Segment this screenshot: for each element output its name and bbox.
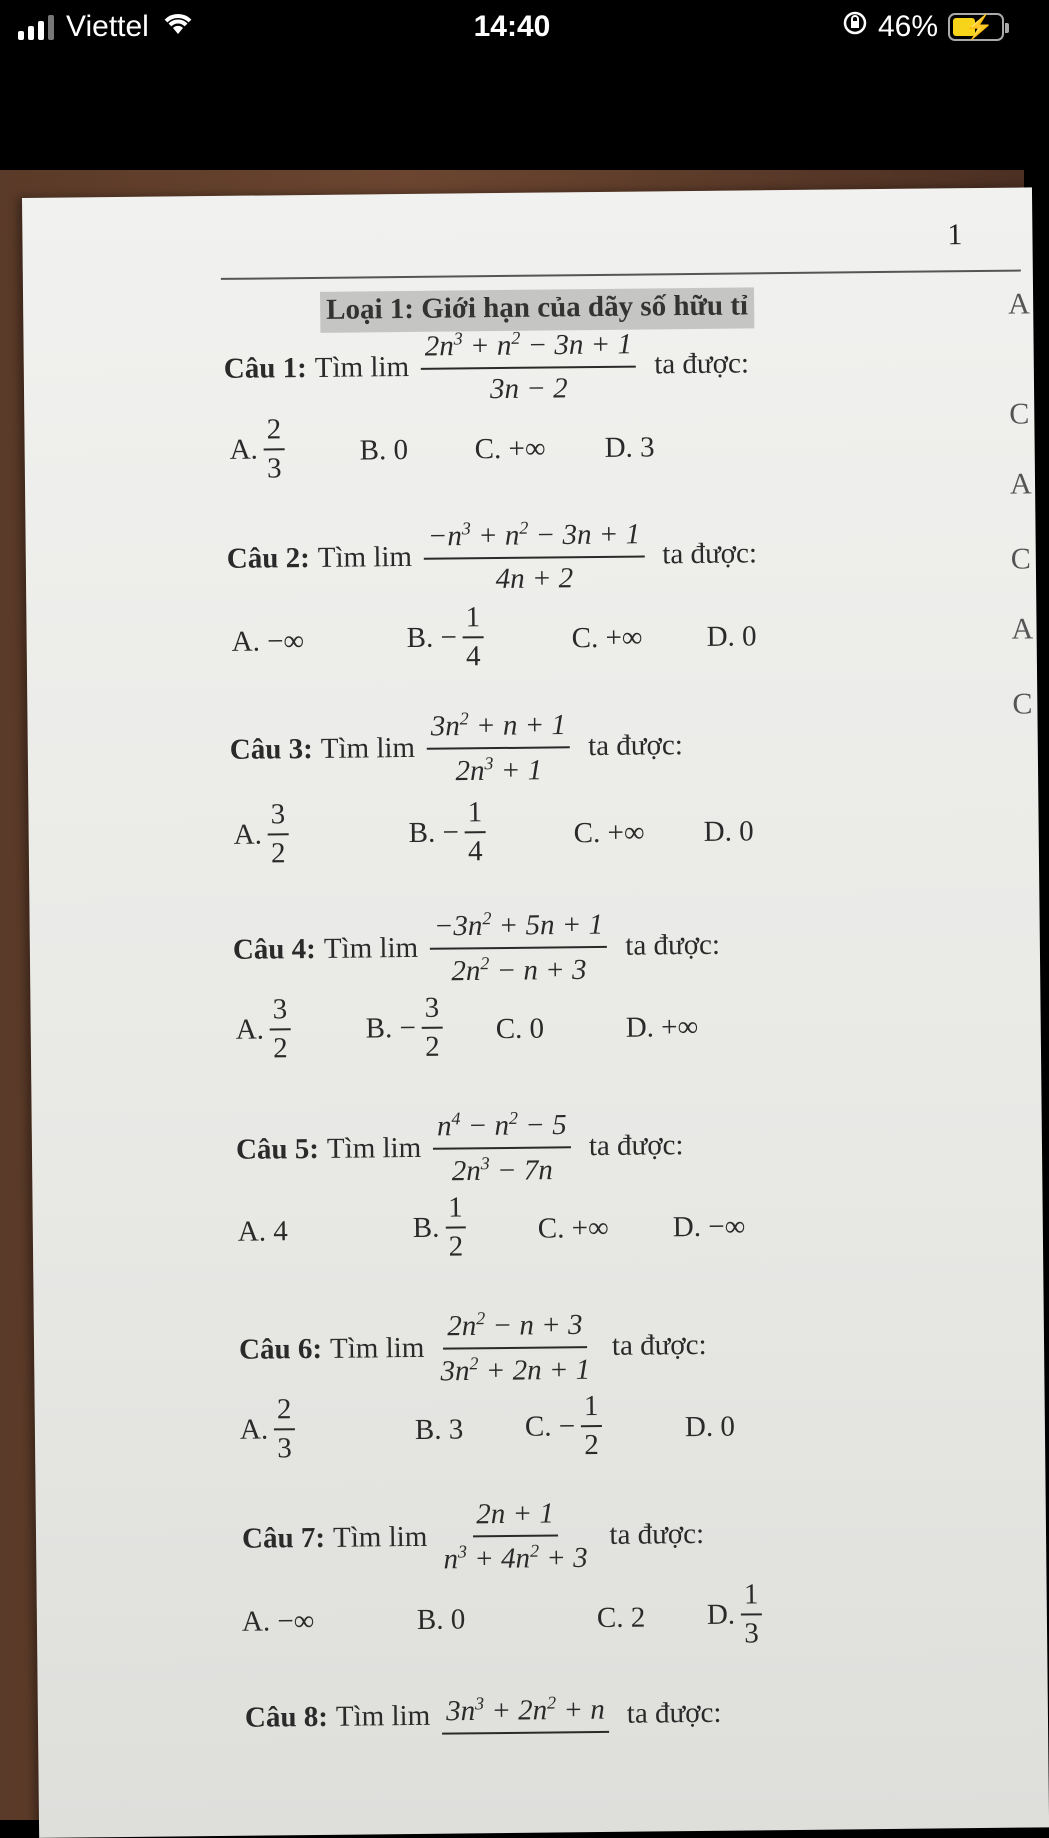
- limit-fraction: [433, 1107, 571, 1188]
- question-8: [245, 1691, 722, 1741]
- question-label: Câu 8:: [244, 1700, 329, 1734]
- header-rule: [221, 270, 1021, 280]
- answer-option: A. −∞: [231, 625, 305, 658]
- fraction-numerator: $-n^3 + n^2 - 3n + 1$: [424, 517, 645, 560]
- question-2: [226, 515, 757, 598]
- answer-option: A. 2 3: [229, 413, 284, 486]
- answer-option: A. 4: [237, 1215, 288, 1248]
- limit-fraction: [430, 907, 608, 988]
- question-label: Câu 5:: [235, 1133, 320, 1166]
- edge-letter: C: [1010, 542, 1032, 576]
- question-label: Câu 3:: [229, 733, 313, 767]
- question-6: [239, 1306, 707, 1390]
- edge-letter: A: [1011, 612, 1034, 646]
- page-number: 1: [947, 218, 963, 252]
- question-prompt: Tìm lim: [320, 732, 416, 766]
- answer-option: D. 3: [604, 431, 655, 464]
- answer-option: C. 2: [596, 1601, 646, 1635]
- battery-icon: ⚡: [948, 13, 1004, 41]
- answer-option: C. 0: [495, 1012, 545, 1046]
- question-prompt: Tìm lim: [329, 1332, 425, 1365]
- fraction-numerator: $2n^3 + n^2 - 3n + 1$: [421, 327, 637, 370]
- answer-option: A. −∞: [241, 1605, 315, 1638]
- limit-fraction: [427, 707, 571, 788]
- answer-option: A. 3 2: [233, 798, 288, 871]
- edge-letter: A: [1009, 467, 1032, 501]
- answer-option: B. 1 2: [412, 1191, 466, 1264]
- question-3: [229, 706, 683, 790]
- question-label: Câu 6:: [238, 1333, 323, 1366]
- photo: [0, 170, 1034, 1820]
- limit-fraction: [436, 1307, 594, 1388]
- question-prompt: Tìm lim: [332, 1521, 428, 1555]
- fraction-denominator: [522, 1733, 530, 1737]
- question-prompt: Tìm lim: [335, 1699, 431, 1733]
- answer-option: C. − 1 2: [525, 1390, 602, 1463]
- answer-option: D. 0: [684, 1410, 736, 1444]
- fraction-numerator: $2n^2 - n + 3$: [443, 1307, 587, 1349]
- question-tail: ta được:: [662, 537, 758, 571]
- fraction-denominator: 3n − 2: [489, 371, 568, 405]
- answer-option: B. − 1 4: [408, 796, 485, 869]
- answer-option: D. −∞: [672, 1210, 746, 1244]
- question-label: Câu 1:: [223, 352, 307, 386]
- section-heading: Loại 1: Giới hạn của dãy số hữu tỉ: [320, 287, 754, 333]
- fraction-numerator: $n^4 - n^2 - 5$: [433, 1107, 571, 1149]
- question-4: [232, 906, 720, 990]
- limit-fraction: [439, 1497, 592, 1576]
- question-7: [242, 1496, 705, 1578]
- question-label: Câu 4:: [232, 933, 317, 966]
- fraction-denominator: $2n^2 - n + 3$: [451, 952, 587, 987]
- question-tail: ta được:: [654, 347, 750, 381]
- limit-fraction: [442, 1692, 609, 1738]
- answer-option: D. 0: [703, 815, 754, 848]
- answer-option: A. 2 3: [240, 1393, 295, 1466]
- fraction-numerator: 2n + 1: [472, 1497, 558, 1537]
- question-prompt: Tìm lim: [317, 541, 413, 575]
- question-prompt: Tìm lim: [326, 1132, 422, 1166]
- question-label: Câu 7:: [241, 1522, 326, 1556]
- answer-option: C. +∞: [474, 432, 546, 466]
- fraction-numerator: $-3n^2 + 5n + 1$: [430, 907, 608, 950]
- limit-fraction: [421, 327, 637, 407]
- answer-option: B. 0: [416, 1603, 466, 1636]
- answer-option: B. 0: [359, 433, 409, 467]
- question-1: [223, 325, 749, 408]
- answer-option: C. +∞: [573, 816, 645, 850]
- answer-option: D. 1 3: [706, 1578, 761, 1651]
- answer-option: C. +∞: [537, 1211, 609, 1245]
- fraction-denominator: 4n + 2: [495, 561, 574, 595]
- fraction-numerator: $3n^3 + 2n^2 + n$: [442, 1692, 609, 1734]
- fraction-denominator: $2n^3 - 7n$: [451, 1152, 553, 1187]
- question-prompt: Tìm lim: [314, 351, 410, 385]
- fraction-denominator: $n^3 + 4n^2 + 3$: [443, 1540, 588, 1576]
- edge-letter: A: [1007, 287, 1031, 321]
- limit-fraction: [424, 517, 645, 597]
- question-tail: ta được:: [626, 1696, 722, 1730]
- question-tail: ta được:: [625, 928, 721, 962]
- status-bar: [0, 0, 1024, 60]
- question-tail: ta được:: [587, 729, 683, 763]
- battery-percentage: 46%: [877, 10, 938, 43]
- answer-option: B. − 1 4: [406, 601, 483, 674]
- answer-option: D. +∞: [625, 1010, 699, 1044]
- edge-letter: C: [1012, 687, 1033, 721]
- answer-option: A. 3 2: [235, 993, 290, 1066]
- question-prompt: Tìm lim: [323, 932, 419, 966]
- exam-paper: [22, 187, 1049, 1837]
- orientation-lock-icon: [842, 10, 868, 44]
- question-tail: ta được:: [609, 1518, 705, 1552]
- fraction-numerator: $3n^2 + n + 1$: [427, 707, 571, 749]
- question-label: Câu 2:: [226, 542, 310, 576]
- fraction-denominator: $3n^2 + 2n + 1$: [440, 1352, 591, 1387]
- carrier-name: Viettel: [66, 10, 149, 43]
- fraction-denominator: $2n^3 + 1$: [455, 752, 543, 787]
- question-5: [236, 1106, 684, 1190]
- answer-option: D. 0: [706, 620, 757, 653]
- edge-letter: C: [1009, 397, 1030, 431]
- question-tail: ta được:: [611, 1329, 707, 1363]
- clock: 14:40: [473, 10, 551, 43]
- question-tail: ta được:: [588, 1129, 684, 1163]
- answer-option: C. +∞: [571, 621, 643, 655]
- answer-option: B. − 3 2: [365, 992, 442, 1065]
- answer-option: B. 3: [414, 1413, 464, 1446]
